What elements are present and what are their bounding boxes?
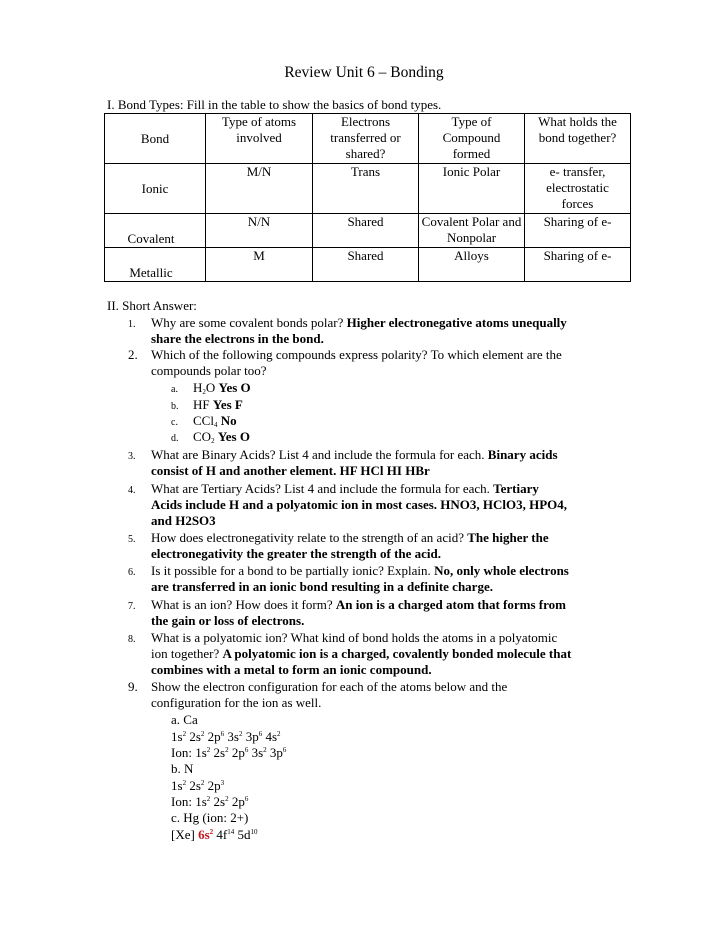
cell-compound: Ionic Polar [419, 164, 525, 214]
formula-tail: O [205, 380, 216, 395]
answer-text: Yes O [218, 380, 251, 395]
list-item [193, 413, 237, 429]
question-number [128, 481, 136, 499]
table-row [105, 248, 631, 282]
header-holds [525, 114, 631, 164]
electron-configuration: $1s^2$ $2s^2$ $2p^3$ [171, 778, 225, 793]
question-text: ion together? [151, 646, 220, 661]
answer-text: and H2SO3 [151, 513, 216, 528]
answer-text: consist of H and another element. HF HCl HI HBr [151, 463, 430, 478]
question-number: 9. [128, 679, 138, 694]
header-compound-text: Type of Compound formed [442, 114, 501, 161]
list-item [151, 530, 549, 546]
question-number-text: 6. [128, 567, 136, 578]
item-label: b. N [171, 761, 194, 776]
question-text: Show the electron configuration for each of the atoms below and the [151, 679, 508, 694]
ion-label: Ion: [171, 745, 192, 760]
question-text: Is it possible for a bond to be partially ionic? Explain. [151, 563, 431, 578]
list-item [151, 447, 558, 463]
item-letter: c. [171, 417, 178, 428]
formula: HF [193, 397, 210, 412]
answer-text: The higher the [467, 530, 549, 545]
answer-text: are transferred in an ionic bond resulting in a definite charge. [151, 579, 493, 594]
highlighted-orbital: $6s^2$ [198, 827, 214, 842]
list-item [193, 380, 251, 396]
list-item [171, 380, 178, 398]
question-number [128, 630, 136, 648]
ion-configuration: Ion: $1s^2$ $2s^2$ $2p^6$ $3s^2$ $3p^6$ [171, 745, 287, 760]
formula-subscript: 4 [213, 421, 218, 429]
cell-holds [525, 164, 631, 214]
answer-text: No, only whole electrons [434, 563, 569, 578]
cell-electrons: Shared [313, 248, 419, 282]
cell-atoms: N/N [206, 214, 313, 248]
answer-text: the gain or loss of electrons. [151, 613, 305, 628]
ion-label: Ion: [171, 794, 192, 809]
formula: CCl [193, 413, 214, 428]
header-atoms [206, 114, 313, 164]
item-letter: b. [171, 401, 179, 412]
question-text: What is an ion? How does it form? [151, 597, 333, 612]
header-compound [419, 114, 525, 164]
question-number [128, 597, 136, 615]
answer-text: An ion is a charged atom that forms from [335, 597, 566, 612]
question-text: What are Tertiary Acids? List 4 and include the formula for each. [151, 481, 490, 496]
question-number-text: 7. [128, 601, 136, 612]
list-item [193, 429, 250, 445]
answer-text: A polyatomic ion is a charged, covalently bonded molecule that [222, 646, 572, 661]
list-item [151, 597, 566, 613]
formula: CO [193, 429, 212, 444]
noble-gas-core: [Xe] [171, 827, 195, 842]
question-number-text: 5. [128, 534, 136, 545]
list-item [128, 315, 136, 333]
list-item [193, 397, 243, 413]
answer-text: Higher electronegative atoms unequally [346, 315, 567, 330]
section-2-heading: II. Short Answer: [107, 298, 197, 313]
cell-electrons: Shared [313, 214, 419, 248]
answer-text: Tertiary [493, 481, 539, 496]
question-text: What are Binary Acids? List 4 and include the formula for each. [151, 447, 485, 462]
table-row [105, 214, 631, 248]
cell-bond: Metallic [105, 248, 206, 282]
header-electrons [313, 114, 419, 164]
header-atoms-text: Type of atoms involved [221, 114, 297, 145]
page-title: Review Unit 6 – Bonding [284, 64, 444, 81]
answer-text: Yes F [212, 397, 243, 412]
answer-text: Binary acids [487, 447, 558, 462]
cell-bond: Ionic [105, 164, 206, 214]
list-item [151, 481, 539, 497]
cell-electrons: Trans [313, 164, 419, 214]
item-label: a. Ca [171, 712, 198, 727]
item-letter: d. [171, 433, 179, 444]
question-number [128, 563, 136, 581]
formula: H [193, 380, 203, 395]
list-item [151, 315, 567, 331]
question-number-text: 4. [128, 485, 136, 496]
ion-configuration: Ion: $1s^2$ $2s^2$ $2p^6$ [171, 794, 249, 809]
list-item [151, 563, 569, 579]
section-1-heading: I. Bond Types: Fill in the table to show the basics of bond types. [107, 97, 442, 112]
question-text: Which of the following compounds express polarity? To which element are the [151, 347, 562, 362]
cell-holds: Sharing of e- [525, 214, 631, 248]
cell-atoms: M [206, 248, 313, 282]
answer-text: combines with a metal to form an ionic compound. [151, 662, 432, 677]
cell-bond: Covalent [105, 214, 206, 248]
question-number: 2. [128, 347, 138, 362]
list-item [171, 429, 179, 447]
header-bond: Bond [105, 114, 206, 164]
cell-holds: Sharing of e- [525, 248, 631, 282]
item-letter: a. [171, 384, 178, 395]
cell-compound: Alloys [419, 248, 525, 282]
question-text: How does electronegativity relate to the strength of an acid? [151, 530, 464, 545]
header-electrons-text: Electrons transferred or shared? [330, 114, 401, 161]
question-text: compounds polar too? [151, 363, 267, 378]
answer-text: No [220, 413, 237, 428]
question-number [128, 447, 136, 465]
electron-configuration: $1s^2$ $2s^2$ $2p^6$ $3s^2$ $3p^6$ $4s^2$ [171, 729, 281, 744]
item-label: c. Hg (ion: 2+) [171, 810, 249, 825]
electron-configuration: [Xe] $6s^2$ $4f^{14}$ $5d^{10}$ [171, 827, 258, 842]
question-number [128, 530, 136, 548]
answer-text: share the electrons in the bond. [151, 331, 324, 346]
table-row [105, 164, 631, 214]
question-text: What is a polyatomic ion? What kind of bond holds the atoms in a polyatomic [151, 630, 558, 645]
question-number: 1. [128, 319, 136, 330]
question-text: Why are some covalent bonds polar? [151, 315, 344, 330]
table-header-row [105, 114, 631, 164]
list-item [151, 646, 571, 662]
cell-compound [419, 214, 525, 248]
question-number-text: 3. [128, 451, 136, 462]
question-text: configuration for the ion as well. [151, 695, 322, 710]
formula-subscript: 2 [211, 437, 215, 445]
cell-compound-text: Covalent Polar and Nonpolar [421, 214, 522, 245]
bond-types-table [104, 113, 631, 282]
question-number-text: 8. [128, 634, 136, 645]
formula-subscript: 2 [202, 388, 206, 396]
answer-text: electronegativity the greater the strength of the acid. [151, 546, 442, 561]
answer-text: Yes O [217, 429, 250, 444]
cell-atoms: M/N [206, 164, 313, 214]
cell-holds-text: e- transfer, electrostatic forces [546, 164, 609, 211]
header-holds-text: What holds the bond together? [538, 114, 617, 145]
answer-text: Acids include H and a polyatomic ion in most cases. HNO3, HClO3, HPO4, [151, 497, 568, 512]
